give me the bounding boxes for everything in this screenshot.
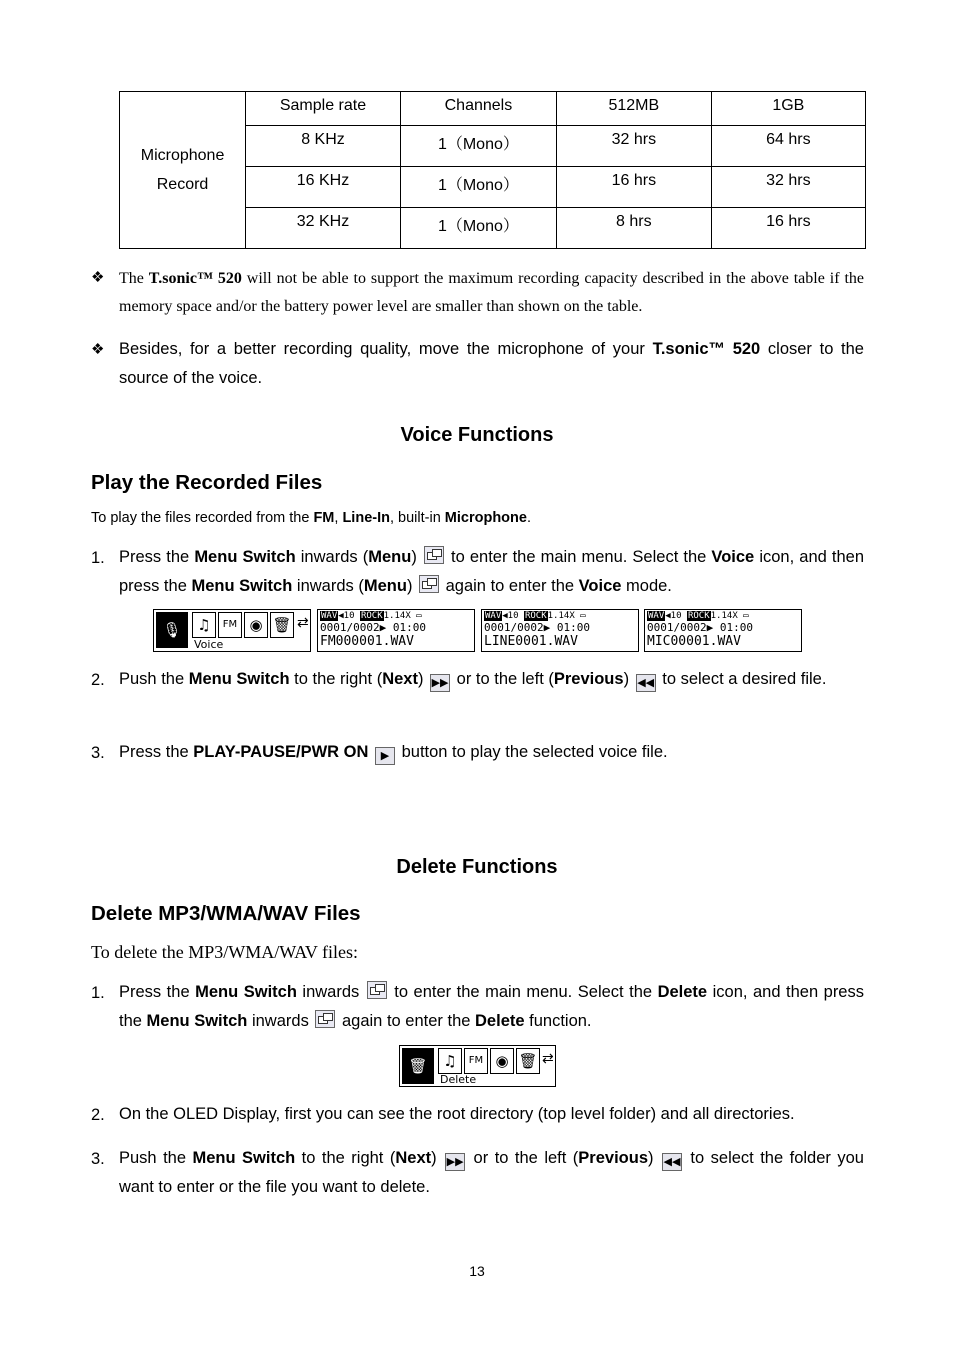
table-cell: 32 hrs	[711, 167, 865, 208]
counter-line: 0001/0002▶ 01:00	[484, 621, 590, 634]
status-line	[484, 611, 586, 621]
arrows-icon: ⇄	[297, 614, 309, 630]
step-part: button to play the selected voice file.	[397, 743, 668, 761]
tip-text: Besides, for a better recording quality, move the microphone of your	[119, 340, 653, 358]
table-cell: 16 hrs	[711, 208, 865, 249]
step-text	[119, 543, 864, 601]
step-bold: Menu Switch	[188, 670, 290, 688]
recording-capacity-table	[119, 91, 866, 249]
table-cell: 1（Mono）	[400, 126, 556, 167]
next-icon: ▶▶	[430, 674, 450, 692]
step-part: )	[648, 1149, 654, 1167]
step-part: Press the	[119, 983, 196, 1001]
page-number: 13	[469, 1263, 485, 1279]
table-cell: 1（Mono）	[400, 167, 556, 208]
step-number: 1.	[91, 984, 105, 1002]
step-text	[119, 1144, 864, 1202]
battery-icon: ▭	[743, 611, 749, 621]
step-bold: Next	[382, 670, 418, 688]
status-line	[647, 611, 749, 621]
intro-bold: Microphone	[444, 510, 527, 526]
step-bold: Voice	[711, 548, 755, 566]
step-part: or to the left (	[452, 670, 554, 688]
intro-bold: Line-In	[342, 510, 390, 526]
note-text: The	[119, 270, 149, 287]
eq-tag: ROCK	[524, 611, 547, 621]
speed-text: 1.14X	[710, 611, 738, 621]
step-part: to select the folder you want to enter or the file you want to delete.	[119, 1149, 864, 1196]
step-part: )	[406, 577, 413, 595]
step-part: Press the	[119, 743, 194, 761]
battery-icon: ▭	[580, 611, 586, 621]
step-bold: Next	[395, 1149, 432, 1167]
column-header: 512MB	[557, 92, 712, 126]
table-cell: 1（Mono）	[400, 208, 556, 249]
volume-text: ◀10	[665, 611, 682, 621]
delete-menu-screen	[399, 1045, 556, 1087]
step-part: again to enter the	[441, 577, 579, 595]
menu-switch-icon	[367, 981, 387, 999]
row-header-line1: Microphone	[140, 146, 225, 164]
menu-switch-icon	[419, 575, 439, 593]
step-part: to enter the main menu. Select the	[388, 983, 658, 1001]
step-text: On the OLED Display, first you can see the root directory (top level folder) and all directories.	[119, 1105, 795, 1123]
step-text	[119, 738, 864, 767]
intro-part: , built-in	[389, 510, 445, 526]
step-part: mode.	[621, 577, 672, 595]
status-line	[320, 611, 422, 621]
counter-line: 0001/0002▶ 01:00	[320, 621, 426, 634]
step-part: Push the	[119, 670, 189, 688]
step-part: to the right (	[295, 1149, 396, 1167]
volume-text: ◀10	[502, 611, 519, 621]
step-part: )	[623, 670, 630, 688]
arrows-icon: ⇄	[542, 1050, 554, 1066]
section-heading: Voice Functions	[400, 424, 554, 446]
column-header: 1GB	[711, 92, 865, 126]
brand-name: T.sonic™ 520	[652, 340, 761, 358]
step-bold: Voice	[578, 577, 622, 595]
volume-text: ◀10	[338, 611, 355, 621]
intro-part: To play the files recorded from the	[91, 510, 314, 526]
step-part: again to enter the	[337, 1012, 476, 1030]
table-cell: 32 KHz	[246, 208, 401, 249]
step-number: 2.	[91, 1106, 105, 1124]
step-bold: Previous	[578, 1149, 648, 1167]
step-bold: PLAY-PAUSE/PWR ON	[193, 743, 369, 761]
step-bold: Menu Switch	[194, 548, 296, 566]
speed-text: 1.14X	[383, 611, 411, 621]
format-tag: WAV	[321, 611, 338, 621]
file-name: FM000001.WAV	[320, 634, 414, 649]
subsection-heading: Delete MP3/WMA/WAV Files	[91, 902, 361, 925]
voice-icon: 🎙	[156, 612, 188, 648]
column-header: Channels	[400, 92, 556, 126]
step-part: icon, and then press the	[119, 548, 865, 595]
step-bold: Delete	[475, 1012, 525, 1030]
brand-name: T.sonic™ 520	[148, 270, 242, 287]
step-part: inwards	[296, 983, 365, 1001]
menu-switch-icon	[315, 1010, 335, 1028]
battery-icon: ▭	[416, 611, 422, 621]
format-tag: WAV	[485, 611, 502, 621]
step-number: 1.	[91, 549, 105, 567]
step-bold: Previous	[553, 670, 624, 688]
intro-part: .	[526, 510, 531, 526]
subsection-heading: Play the Recorded Files	[91, 471, 323, 494]
step-part: to the right (	[289, 670, 383, 688]
tip-paragraph	[119, 335, 864, 393]
step-part: or to the left (	[467, 1149, 579, 1167]
step-part: inwards (	[295, 548, 369, 566]
eq-tag: ROCK	[687, 611, 710, 621]
step-part: )	[417, 670, 424, 688]
note-text: will not be able to support the maximum recording capacity described in the above table if the memory space and/or the battery power level are smaller than shown on the table.	[119, 270, 864, 315]
step-text	[119, 665, 864, 694]
step-part: to select a desired file.	[657, 670, 827, 688]
delete-icon: 🗑	[270, 612, 294, 638]
table-cell: 16 hrs	[557, 167, 712, 208]
step-part: to enter the main menu. Select the	[445, 548, 712, 566]
microphone-icon: ◉	[244, 612, 268, 638]
format-tag: WAV	[648, 611, 665, 621]
table-cell: 32 hrs	[557, 126, 712, 167]
speed-text: 1.14X	[547, 611, 575, 621]
step-part: function.	[524, 1012, 592, 1030]
microphone-icon: ◉	[490, 1048, 514, 1074]
menu-label: Voice	[194, 638, 224, 651]
column-header: Sample rate	[246, 92, 401, 126]
step-part: Push the	[119, 1149, 193, 1167]
music-icon: ♫	[438, 1048, 462, 1074]
step-number: 2.	[91, 671, 105, 689]
file-name: MIC00001.WAV	[647, 634, 741, 649]
step-bold: Menu Switch	[192, 1149, 296, 1167]
step-bold: Menu	[363, 577, 407, 595]
step-bold: Menu	[368, 548, 412, 566]
oled-screen-fm	[317, 609, 475, 652]
table-cell: 16 KHz	[246, 167, 401, 208]
step-bold: Menu Switch	[195, 983, 297, 1001]
next-icon: ▶▶	[445, 1153, 465, 1171]
music-icon: ♫	[192, 612, 216, 638]
delete-icon: 🗑	[402, 1048, 434, 1084]
step-part: )	[431, 1149, 437, 1167]
step-part: icon, and then press the	[119, 983, 864, 1030]
menu-label: Delete	[440, 1073, 477, 1086]
menu-switch-icon	[424, 546, 444, 564]
fm-icon: FM	[464, 1048, 488, 1074]
row-header-line2: Record	[156, 175, 209, 193]
bullet-diamond-icon: ❖	[91, 341, 105, 358]
file-name: LINE0001.WAV	[484, 634, 578, 649]
intro-text	[91, 510, 531, 526]
counter-line: 0001/0002▶ 01:00	[647, 621, 753, 634]
oled-screen-mic	[644, 609, 802, 652]
step-part: Press the	[119, 548, 195, 566]
fm-icon: FM	[218, 612, 242, 638]
step-bold: Delete	[657, 983, 708, 1001]
step-part: inwards	[247, 1012, 314, 1030]
tip-text: closer to the source of the voice.	[119, 340, 864, 387]
step-part: )	[411, 548, 417, 566]
table-cell: 8 hrs	[557, 208, 712, 249]
intro-part: ,	[334, 510, 343, 526]
voice-menu-screen	[153, 609, 311, 652]
delete-icon: 🗑	[516, 1048, 540, 1074]
section-heading: Delete Functions	[396, 856, 558, 878]
step-text	[119, 978, 864, 1036]
note-paragraph	[119, 265, 864, 321]
previous-icon: ◀◀	[636, 674, 656, 692]
row-header-cell	[120, 92, 246, 249]
eq-tag: ROCK	[360, 611, 383, 621]
table-cell: 64 hrs	[711, 126, 865, 167]
previous-icon: ◀◀	[662, 1153, 682, 1171]
step-bold: Menu Switch	[146, 1012, 248, 1030]
table-cell: 8 KHz	[246, 126, 401, 167]
step-number: 3.	[91, 1150, 105, 1168]
bullet-diamond-icon: ❖	[91, 269, 105, 286]
oled-screen-linein	[481, 609, 639, 652]
intro-text: To delete the MP3/WMA/WAV files:	[91, 942, 359, 962]
step-number: 3.	[91, 744, 105, 762]
step-bold: Menu Switch	[191, 577, 293, 595]
play-icon: ▶	[375, 747, 395, 765]
intro-bold: FM	[313, 510, 335, 526]
step-part: inwards (	[292, 577, 364, 595]
